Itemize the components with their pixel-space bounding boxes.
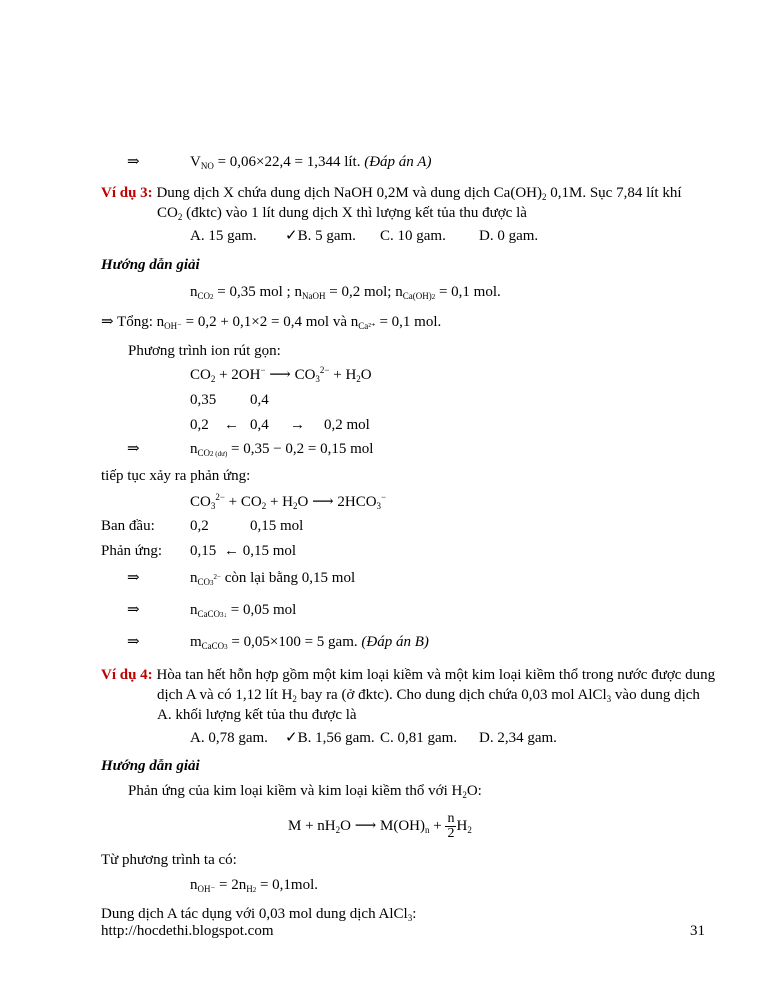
moles-given: $n_{CO2} = 0,35$ mol ; $n_{NaOH} = 0,2$ mol; $n_{Ca(OH)2} = 0,1$ mol. [190,284,501,301]
reaction-2: $CO_3^{2-} + CO_2 + H_2O$ ⟶ $2HCO_3^-$ [190,492,387,511]
left-arrow-symbol: ← [224,417,239,433]
example-4-line-3: A. khối lượng kết tủa thu được là [157,707,357,723]
oh-moles: $n_{OH^-} = 2n_{H2} = 0,1mol$. [190,877,319,894]
example-3-line-1: Ví dụ 3: Dung dịch X chứa dung dịch NaOH 0,2M và dung dịch $Ca(OH)_2$ 0,1M. Sục 7,84 lít khí [101,185,682,202]
option-d: D. 2,34 gam. [479,730,557,746]
co2-excess: $n_{CO2 (dư)} = 0,35 - 0,2 = 0,15$ mol [190,441,374,458]
reaction-1-react-a: 0,2 [190,417,209,433]
ionic-equation-title: Phương trình ion rút gọn: [128,343,281,359]
total-moles: ⇒ Tổng: $n_{OH^-} = 0,2 + 0,1\times 2 = 0,4$ mol và $n_{Ca^{2+}} = 0,1$ mol. [101,314,442,331]
fraction: $\frac{n}{2}$ [447,811,455,842]
option-b: ✓B. 1,56 gam. [285,730,375,746]
footer-url[interactable]: http://hocdethi.blogspot.com [101,923,274,939]
initial-qty-b: 0,15 mol [250,518,304,534]
reaction-title: Phản ứng của kim loại kiềm và kim loại kiềm thổ với $H_2O$: [128,783,482,800]
reaction-1-react-b: 0,4 [250,417,269,433]
initial-qty-a: 0,2 [190,518,209,534]
last-line: Dung dịch A tác dụng với 0,03 mol dung dịch AlCl$_3$: [101,906,417,923]
option-c: C. 10 gam. [380,228,446,244]
reaction-1-qty-a: 0,35 [190,392,217,408]
vno-result: $V_{NO} = 0,06\times 22,4 = 1,344$ lít. (Đáp án A) [190,154,432,171]
option-a: A. 0,78 gam. [190,730,268,746]
co3-remaining: $n_{CO3^{2-}}$ còn lại bằng 0,15 mol [190,570,356,587]
option-a: A. 15 gam. [190,228,257,244]
caco3-mass: $m_{CaCO3} = 0,05\times 100 = 5$ gam. (Đáp án B) [190,634,429,651]
example-4-line-2: dịch A và có 1,12 lít $H_2$ bay ra (ở đktc). Cho dung dịch chứa 0,03 mol AlCl$_3$ vào dung dịch [157,687,700,704]
guide-heading-3: Hướng dẫn giải [101,257,200,273]
example-4-line-1: Ví dụ 4: Hòa tan hết hỗn hợp gồm một kim loại kiềm và một kim loại kiềm thổ trong nước được dung [101,667,716,683]
guide-heading-4: Hướng dẫn giải [101,758,200,774]
arrow-symbol: ⇒ [127,154,140,170]
option-c: C. 0,81 gam. [380,730,458,746]
reaction-1-react-c: 0,2 mol [324,417,370,433]
arrow-symbol: ⇒ [127,570,140,586]
from-equation: Từ phương trình ta có: [101,852,237,868]
arrow-symbol: ⇒ [127,441,140,457]
arrow-symbol: ⇒ [127,634,140,650]
example-3-line-2: $CO_2$ (đktc) vào 1 lít dung dịch X thì lượng kết tủa thu được là [157,205,527,222]
arrow-symbol: ⇒ [127,602,140,618]
reacted-qty-b: ← 0,15 mol [224,543,297,559]
initial-label: Ban đầu: [101,518,155,534]
metal-water-equation: $M + nH_2O$ ⟶ $M(OH)_n$ + $\frac{n}{2}$ $H_2$ [288,811,472,842]
option-d: D. 0 gam. [479,228,539,244]
caco3-moles: $n_{CaCO3↓} = 0,05$ mol [190,602,297,619]
reaction-1: $CO_2 + 2OH^-$ ⟶ $CO_3^{2-} + H_2O$ [190,365,372,384]
reacted-label: Phản ứng: [101,543,163,559]
reacted-qty-a: 0,15 [190,543,217,559]
reaction-1-qty-b: 0,4 [250,392,269,408]
right-arrow-symbol: → [290,417,305,433]
page-number: 31 [690,923,705,939]
continue-reaction: tiếp tục xảy ra phản ứng: [101,468,251,484]
option-b: ✓B. 5 gam. [285,228,356,244]
